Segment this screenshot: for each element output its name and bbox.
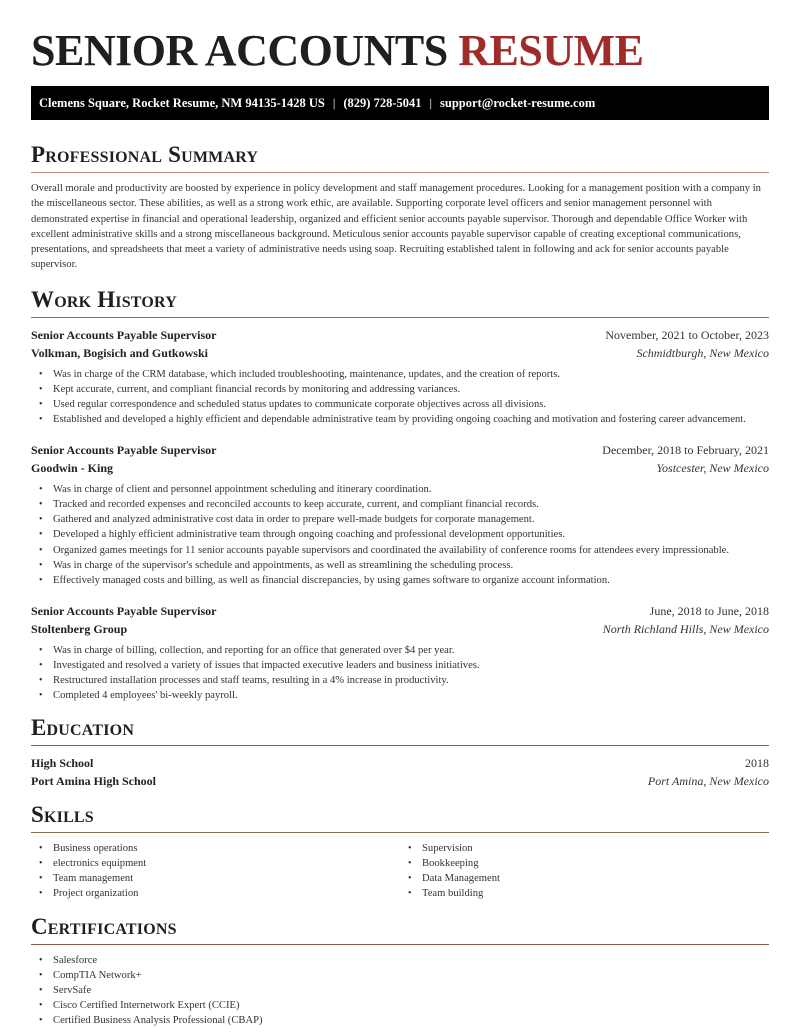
skill-item: • Bookkeeping: [422, 856, 769, 871]
skills-section: [31, 802, 769, 901]
certification-item: • CompTIA Network+: [53, 968, 769, 983]
education-section: [31, 715, 769, 790]
job-title: Senior Accounts Payable Supervisor: [31, 327, 217, 342]
skills-column-left: [31, 841, 400, 901]
job-dates: December, 2018 to February, 2021: [602, 443, 769, 458]
contact-phone[interactable]: (829) 728-5041: [343, 95, 422, 110]
section-divider: [31, 172, 769, 173]
skill-item: • Team management: [53, 871, 400, 886]
certification-item: • ServSafe: [53, 983, 769, 998]
certification-item: • Salesforce: [53, 953, 769, 968]
work-history-section: [31, 287, 769, 703]
section-heading-skills: Skills: [31, 802, 94, 828]
job-company-row: [31, 620, 769, 638]
job-bullet: • Was in charge of billing, collection, and reporting for an office that generated over $4 per year.: [53, 643, 769, 658]
job-header-row: [31, 326, 769, 344]
job-location: Schmidtburgh, New Mexico: [636, 345, 769, 360]
job-bullets: [31, 367, 769, 427]
job-company: Goodwin - King: [31, 461, 114, 476]
job-bullet: • Used regular correspondence and scheduled status updates to communicate corporate objectives across all divisions.: [53, 397, 769, 412]
contact-separator: |: [332, 95, 336, 110]
section-divider: [31, 944, 769, 945]
contact-bar: [31, 86, 769, 120]
skill-item: • Data Management: [422, 871, 769, 886]
job-dates: June, 2018 to June, 2018: [649, 603, 769, 618]
section-divider: [31, 317, 769, 318]
job-title: Senior Accounts Payable Supervisor: [31, 443, 217, 458]
job-header-row: [31, 602, 769, 620]
job-bullets: [31, 643, 769, 703]
job-entry: [31, 326, 769, 427]
job-bullets: [31, 482, 769, 588]
skill-item: • electronics equipment: [53, 856, 400, 871]
certifications-list: [31, 953, 769, 1028]
education-school: Port Amina High School: [31, 774, 157, 789]
job-bullet: • Gathered and analyzed administrative cost data in order to prepare well-made budgets for corporate management.: [53, 512, 769, 527]
skill-item: • Team building: [422, 886, 769, 901]
section-heading-work: Work History: [31, 286, 177, 312]
section-heading-education: Education: [31, 715, 135, 741]
job-bullet: • Developed a highly efficient administrative team through ongoing coaching and professional development opportunities.: [53, 527, 769, 542]
section-heading-summary: Professional Summary: [31, 142, 259, 167]
education-year: 2018: [745, 756, 769, 771]
summary-section: [31, 142, 769, 273]
job-bullet: • Tracked and recorded expenses and reconciled accounts to keep accurate, current, and compliant financial records.: [53, 497, 769, 512]
skill-item: • Business operations: [53, 841, 400, 856]
education-degree: High School: [31, 756, 94, 771]
certification-item: • Cisco Certified Internetwork Expert (CCIE): [53, 998, 769, 1013]
job-bullet: • Was in charge of the CRM database, which included troubleshooting, maintenance, updates, and the creation of reports.: [53, 367, 769, 382]
skill-item: • Project organization: [53, 886, 400, 901]
job-company-row: [31, 344, 769, 362]
certification-item: • Certified Business Analysis Professional (CBAP): [53, 1013, 769, 1028]
job-dates: November, 2021 to October, 2023: [605, 327, 769, 342]
job-bullet: • Organized games meetings for 11 senior accounts payable supervisors and coordinated the availability of conference rooms for attendees every impressionable.: [53, 543, 769, 558]
summary-text: Overall morale and productivity are boosted by experience in policy development and staff management procedures. Looking for a management position with a company in the miscellaneous sector. These abilities, as well as a strong work ethic, are available. Supporting corporate level officers and senior management personnel with demonstrated expertise in financial and operational leadership, organized and efficient senior accounts payable supervisor. Thorough and dependable Office Worker with excellent administrative skills and a strong miscellaneous background. Meticulous senior accounts payable supervisor capable of creating exceptional communications, presentations, and spreadsheets that meet a variety of administrative needs using soap. Recruiting established talent in following and ack for senior accounts payable supervisor.: [31, 183, 761, 271]
skills-column-right: [400, 841, 769, 901]
job-header-row: [31, 441, 769, 459]
job-bullet: • Was in charge of client and personnel appointment scheduling and itinerary coordination.: [53, 482, 769, 497]
education-location: Port Amina, New Mexico: [647, 774, 769, 789]
skill-item: • Supervision: [422, 841, 769, 856]
education-row: [31, 754, 769, 772]
job-bullet: • Effectively managed costs and billing, as well as financial discrepancies, by using games software to organize account information.: [53, 573, 769, 588]
contact-address: Clemens Square, Rocket Resume, NM 94135-1428 US: [39, 95, 325, 110]
education-school-row: [31, 772, 769, 790]
job-company: Stoltenberg Group: [31, 621, 128, 636]
title-main: SENIOR ACCOUNTS: [31, 26, 459, 75]
job-location: Yostcester, New Mexico: [656, 461, 769, 476]
job-bullet: • Kept accurate, current, and compliant financial records by monitoring and addressing variances.: [53, 382, 769, 397]
job-bullet: • Established and developed a highly efficient and dependable administrative team by providing ongoing coaching and motivation and fostering career advancement.: [53, 412, 769, 427]
job-entry: [31, 602, 769, 703]
title-accent: RESUME: [458, 26, 644, 75]
job-bullet: • Was in charge of the supervisor's schedule and appointments, as well as streamlining the scheduling process.: [53, 558, 769, 573]
job-company: Volkman, Bogisich and Gutkowski: [31, 345, 208, 360]
section-divider: [31, 745, 769, 746]
job-location: North Richland Hills, New Mexico: [602, 621, 769, 636]
certifications-section: [31, 914, 769, 1028]
job-bullet: • Completed 4 employees' bi-weekly payroll.: [53, 688, 769, 703]
job-entry: [31, 441, 769, 588]
contact-separator: |: [429, 95, 433, 110]
contact-email[interactable]: support@rocket-resume.com: [440, 95, 596, 110]
job-title: Senior Accounts Payable Supervisor: [31, 603, 217, 618]
section-heading-certifications: Certifications: [31, 913, 177, 939]
resume-title: [31, 0, 769, 74]
job-company-row: [31, 459, 769, 477]
section-divider: [31, 832, 769, 833]
skills-grid: [31, 841, 769, 901]
job-bullet: • Investigated and resolved a variety of issues that impacted executive leaders and business initiatives.: [53, 658, 769, 673]
job-bullet: • Restructured installation processes and staff teams, resulting in a 4% increase in productivity.: [53, 673, 769, 688]
